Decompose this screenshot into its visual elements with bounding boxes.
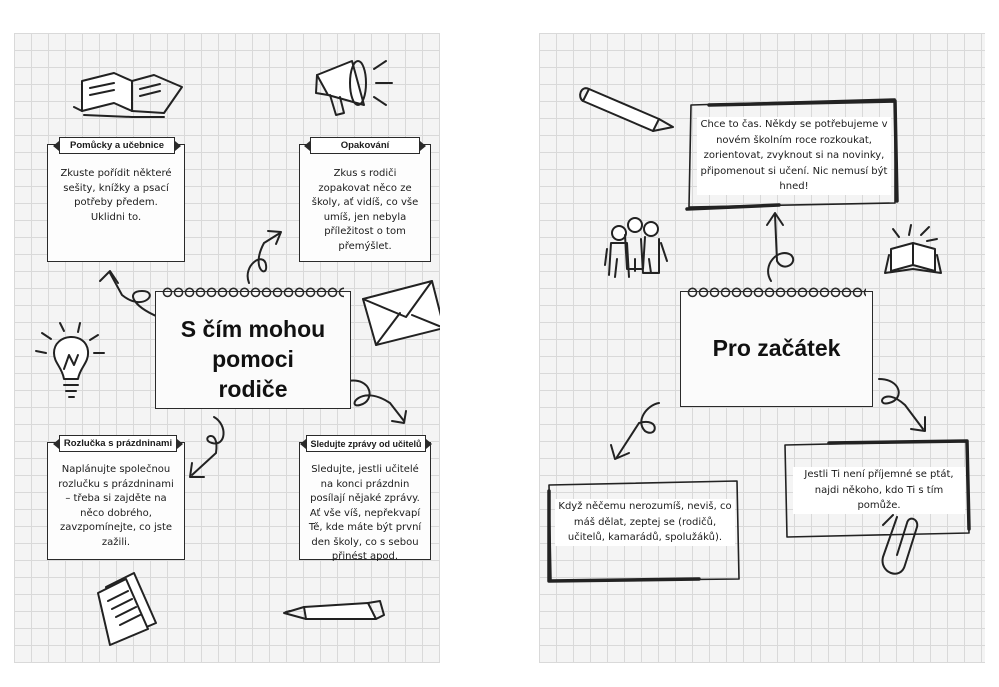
note-ask: Když něčemu nerozumíš, neviš, co máš dělat, zeptej se (rodičů, učitelů, kamarádů, spolužáků).	[555, 499, 735, 546]
tag-pomucky: Pomůcky a učebnice	[59, 137, 175, 154]
central-box-right	[680, 291, 873, 407]
card-pomucky	[47, 144, 185, 262]
central-box-left	[155, 291, 351, 409]
note-helper: Jestli Ti není příjemné se ptát, najdi někoho, kdo Ti s tím pomůže.	[793, 467, 965, 514]
friends-icon	[605, 218, 667, 277]
card-zpravy-text: Sledujte, jestli učitelé na konci prázdnin posílají nějaké zprávy. Ať vše víš, nepřekvapí Tě, kde máte být první den školy, co s sebou přinést apod.	[308, 464, 422, 562]
pencil-icon	[580, 88, 673, 131]
megaphone-icon	[316, 61, 392, 115]
open-book-icon	[885, 225, 941, 273]
spiral-binding	[162, 284, 344, 298]
paperclip-icon	[883, 515, 918, 574]
book-icon	[74, 73, 182, 117]
paper-icon	[98, 573, 156, 645]
tag-rozlucka: Rozlučka s prázdninami	[59, 435, 177, 452]
envelope-icon	[363, 281, 440, 345]
lightbulb-icon	[36, 323, 104, 397]
card-pomucky-text: Zkuste pořídit některé sešity, knížky a psací potřeby předem. Uklidni to.	[60, 168, 172, 223]
card-opakovani	[299, 144, 431, 262]
card-rozlucka-text: Naplánujte společnou rozlučku s prázdninami – třeba si zajděte na něco dobrého, zavzpomínejte, co jste zažili.	[58, 464, 174, 548]
page-title-right: Pro začátek	[712, 335, 841, 361]
page-title-left: S čím mohou pomoci rodiče	[180, 316, 326, 402]
tag-opakovani: Opakování	[310, 137, 420, 154]
spiral-binding	[687, 284, 866, 298]
card-zpravy	[299, 442, 431, 560]
page-left	[14, 33, 440, 663]
note-time: Chce to čas. Někdy se potřebujeme v novém školním roce rozkoukat, zorientovat, zvyknout si na novinky, připomenout si učení. Nic nemusí být hned!	[697, 117, 891, 195]
tag-zpravy: Sledujte zprávy od učitelů	[306, 435, 426, 452]
pencil-icon	[284, 601, 384, 619]
page-right	[539, 33, 985, 663]
card-rozlucka	[47, 442, 185, 560]
card-opakovani-text: Zkus s rodiči zopakovat něco ze školy, ať vidíš, co vše umíš, jen nebyla příležitost o tom přemýšlet.	[311, 168, 419, 252]
